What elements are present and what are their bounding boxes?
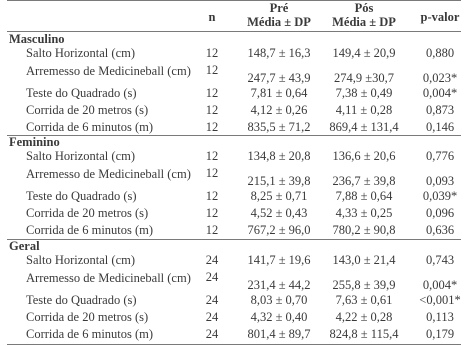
row-pre-value: 801,4 ± 89,7 [247, 327, 311, 341]
row-n: 12 [205, 46, 219, 60]
row-pvalue: 0,093 [425, 174, 455, 188]
row-label: Teste do Quadrado (s) [26, 86, 137, 100]
header-pre-title: Pré [269, 1, 289, 15]
row-pvalue: 0,004* [422, 278, 458, 292]
row-n: 12 [205, 86, 219, 100]
row-n: 12 [205, 189, 219, 203]
row-pos-value: 4,33 ± 0,25 [335, 206, 393, 220]
row-label: Teste do Quadrado (s) [26, 293, 137, 307]
row-pos-value: 780,2 ± 90,8 [332, 223, 396, 237]
row-pre-value: 835,5 ± 71,2 [247, 120, 311, 134]
header-pos-stat: Média ± DP [332, 15, 396, 29]
row-n: 24 [205, 270, 219, 284]
row-n: 24 [205, 293, 219, 307]
row-pre-value: 215,1 ± 39,8 [247, 174, 311, 188]
group-divider [7, 135, 461, 136]
row-pvalue: 0,776 [425, 149, 455, 163]
row-label: Corrida de 6 minutos (m) [26, 120, 154, 134]
row-label: Corrida de 6 minutos (m) [26, 327, 154, 341]
row-pos-value: 869,4 ± 131,4 [329, 120, 399, 134]
header-pvalue: p-valor [420, 10, 460, 24]
row-n: 12 [205, 120, 219, 134]
row-n: 12 [205, 63, 219, 77]
row-label: Salto Horizontal (cm) [26, 253, 135, 267]
row-label: Corrida de 6 minutos (m) [26, 223, 154, 237]
row-n: 24 [205, 327, 219, 341]
row-label: Arremesso de Medicineball (cm) [26, 167, 191, 181]
row-n: 12 [205, 206, 219, 220]
row-pvalue: 0,113 [426, 310, 454, 324]
row-pvalue: 0,873 [425, 103, 455, 117]
row-pos-value: 274,9 ±30,7 [334, 71, 394, 85]
bottom-rule [7, 344, 461, 345]
row-pre-value: 4,52 ± 0,43 [250, 206, 308, 220]
row-label: Corrida de 20 metros (s) [26, 310, 149, 324]
row-n: 12 [205, 149, 219, 163]
row-label: Corrida de 20 metros (s) [26, 103, 149, 117]
row-label: Corrida de 20 metros (s) [26, 206, 149, 220]
group-heading: Masculino [9, 32, 65, 46]
row-pvalue: 0,880 [425, 46, 455, 60]
row-pos-value: 143,0 ± 21,4 [332, 253, 396, 267]
row-label: Teste do Quadrado (s) [26, 189, 137, 203]
row-pre-value: 4,12 ± 0,26 [250, 103, 308, 117]
row-pvalue: 0,039* [422, 189, 458, 203]
header-pre-stat: Média ± DP [247, 15, 311, 29]
row-pvalue: 0,636 [425, 223, 455, 237]
row-pvalue: 0,004* [422, 86, 458, 100]
row-pre-value: 141,7 ± 19,6 [247, 253, 311, 267]
header-rule [7, 31, 461, 32]
row-pos-value: 236,7 ± 39,8 [332, 174, 396, 188]
row-pos-value: 824,8 ± 115,4 [329, 327, 399, 341]
row-pre-value: 8,25 ± 0,71 [250, 189, 308, 203]
header-pos-title: Pós [354, 1, 374, 15]
row-pre-value: 8,03 ± 0,70 [250, 293, 308, 307]
row-label: Salto Horizontal (cm) [26, 149, 135, 163]
row-pre-value: 231,4 ± 44,2 [247, 278, 311, 292]
row-pos-value: 7,63 ± 0,61 [335, 293, 393, 307]
row-pos-value: 4,22 ± 0,28 [335, 310, 393, 324]
row-pos-value: 136,6 ± 20,6 [332, 149, 396, 163]
row-pos-value: 7,38 ± 0,49 [335, 86, 393, 100]
row-pos-value: 255,8 ± 39,9 [332, 278, 396, 292]
row-pvalue: 0,743 [425, 253, 455, 267]
row-pre-value: 148,7 ± 16,3 [247, 46, 311, 60]
row-pvalue: 0,023* [422, 71, 458, 85]
row-pvalue: <0,001* [419, 293, 461, 307]
row-pos-value: 149,4 ± 20,9 [332, 46, 396, 60]
row-pos-value: 7,88 ± 0,64 [335, 189, 393, 203]
row-n: 12 [205, 223, 219, 237]
row-pos-value: 4,11 ± 0,28 [335, 103, 393, 117]
row-pvalue: 0,146 [425, 120, 455, 134]
row-pre-value: 247,7 ± 43,9 [247, 71, 311, 85]
row-n: 24 [205, 310, 219, 324]
row-n: 12 [205, 103, 219, 117]
row-pre-value: 4,32 ± 0,40 [250, 310, 308, 324]
row-pre-value: 134,8 ± 20,8 [247, 149, 311, 163]
row-pre-value: 7,81 ± 0,64 [250, 86, 308, 100]
row-label: Salto Horizontal (cm) [26, 46, 135, 60]
row-label: Arremesso de Medicineball (cm) [26, 271, 191, 285]
header-n: n [208, 10, 216, 24]
group-divider [7, 239, 461, 240]
row-pvalue: 0,096 [425, 206, 455, 220]
row-label: Arremesso de Medicineball (cm) [26, 64, 191, 78]
row-pre-value: 767,2 ± 96,0 [247, 223, 311, 237]
group-heading: Geral [9, 239, 40, 253]
row-n: 12 [205, 166, 219, 180]
row-pvalue: 0,179 [425, 327, 455, 341]
row-n: 24 [205, 253, 219, 267]
group-heading: Feminino [9, 135, 60, 149]
